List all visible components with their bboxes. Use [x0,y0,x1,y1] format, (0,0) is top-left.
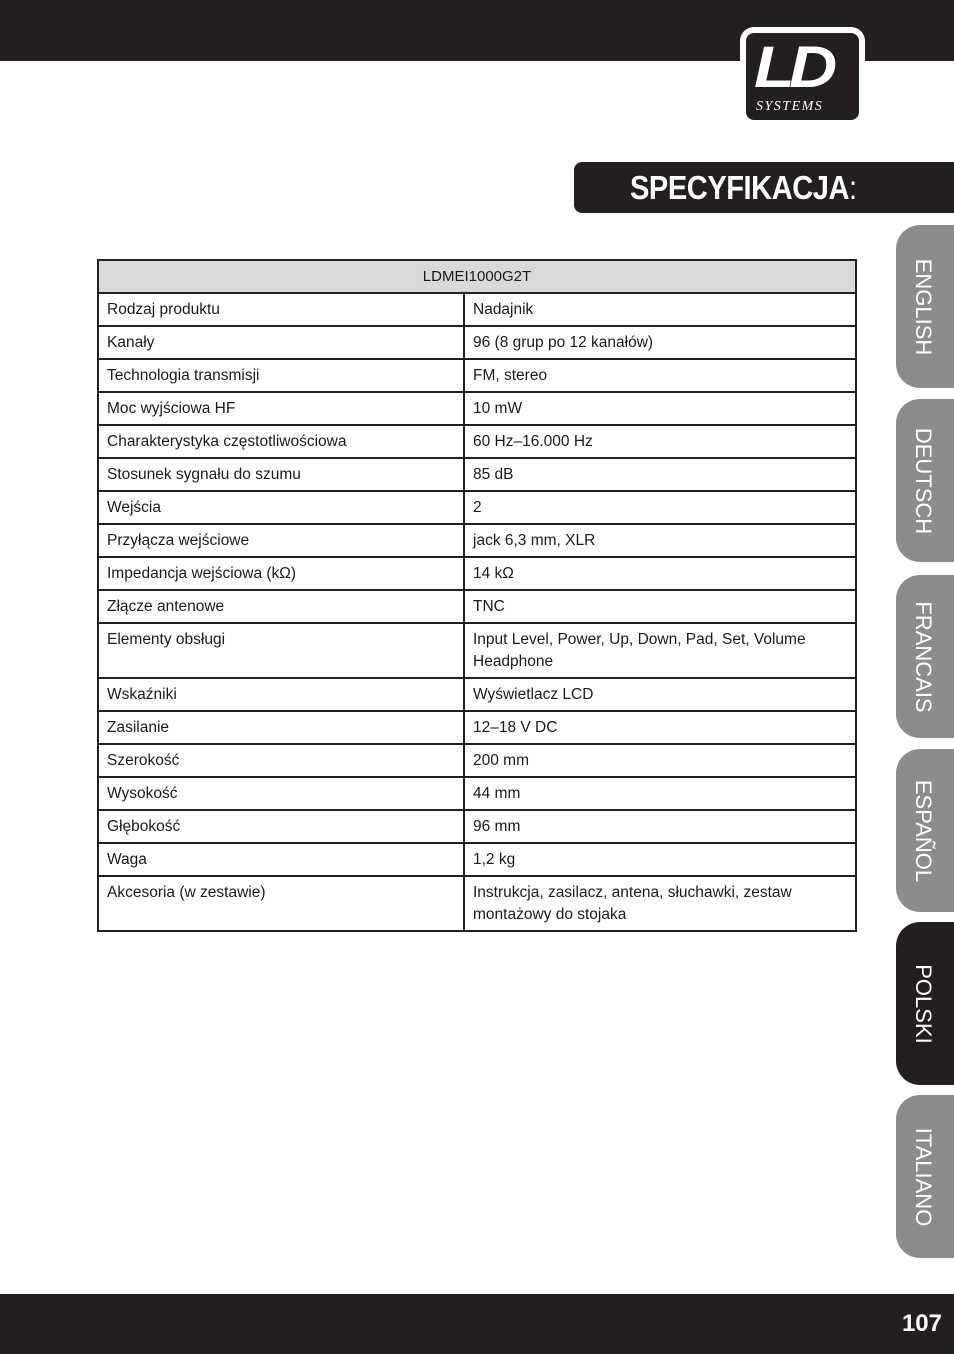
spec-label-cell: Głębokość [98,810,464,843]
spec-label-cell: Stosunek sygnału do szumu [98,458,464,491]
page-title [630,168,857,208]
spec-label-cell: Wskaźniki [98,678,464,711]
spec-label-cell: Impedancja wejściowa (kΩ) [98,557,464,590]
tab-polski[interactable] [896,922,954,1085]
spec-label-cell: Wejścia [98,491,464,524]
spec-label-cell: Waga [98,843,464,876]
spec-label-cell: Złącze antenowe [98,590,464,623]
table-row [98,326,856,359]
tab-label: ITALIANO [911,1127,936,1226]
table-row [98,392,856,425]
table-header-row [98,260,856,293]
spec-value-cell: 200 mm [464,744,856,777]
tab-francais[interactable] [896,575,954,738]
spec-value-cell: 1,2 kg [464,843,856,876]
page-number: 107 [901,1310,942,1337]
spec-label-cell: Zasilanie [98,711,464,744]
spec-value-cell: 96 (8 grup po 12 kanałów) [464,326,856,359]
tab-label: DEUTSCH [911,427,936,534]
page-title-text: SPECYFIKACJA [630,169,850,206]
spec-value-cell: TNC [464,590,856,623]
spec-value-cell: Nadajnik [464,293,856,326]
logo-ld-text: LD [754,35,832,100]
spec-value-cell: 2 [464,491,856,524]
table-row [98,876,856,931]
table-row [98,458,856,491]
spec-value-cell: 85 dB [464,458,856,491]
tab-espaol[interactable] [896,749,954,912]
spec-label-cell: Rodzaj produktu [98,293,464,326]
tab-english[interactable] [896,225,954,388]
spec-label-cell: Przyłącza wejściowe [98,524,464,557]
page-title-colon: : [849,169,857,206]
tab-label: POLSKI [911,963,936,1044]
spec-value-cell: 60 Hz–16.000 Hz [464,425,856,458]
tab-label: ENGLISH [911,258,936,355]
table-row [98,425,856,458]
tab-deutsch[interactable] [896,399,954,562]
table-row [98,843,856,876]
spec-label-cell: Moc wyjściowa HF [98,392,464,425]
spec-label-cell: Charakterystyka częstotliwościowa [98,425,464,458]
spec-value-cell: Input Level, Power, Up, Down, Pad, Set, Volume Headphone [464,623,856,678]
spec-label-cell: Technologia transmisji [98,359,464,392]
spec-value-cell: Wyświetlacz LCD [464,678,856,711]
bottom-bar [0,1294,954,1354]
spec-value-cell: 96 mm [464,810,856,843]
table-row [98,293,856,326]
ld-systems-logo [740,27,865,126]
spec-value-cell: jack 6,3 mm, XLR [464,524,856,557]
spec-label-cell: Szerokość [98,744,464,777]
table-row [98,711,856,744]
spec-value-cell: FM, stereo [464,359,856,392]
logo-systems-text: SYSTEMS [756,99,824,114]
table-row [98,557,856,590]
spec-label-cell: Elementy obsługi [98,623,464,678]
tab-italiano[interactable] [896,1095,954,1258]
table-row [98,810,856,843]
spec-value-cell: 10 mW [464,392,856,425]
spec-value-cell: Instrukcja, zasilacz, antena, słuchawki, zestaw montażowy do stojaka [464,876,856,931]
table-row [98,491,856,524]
table-row [98,777,856,810]
table-row [98,678,856,711]
table-row [98,590,856,623]
table-row [98,524,856,557]
spec-label-cell: Kanały [98,326,464,359]
spec-value-cell: 14 kΩ [464,557,856,590]
spec-label-cell: Wysokość [98,777,464,810]
model-header-cell: LDMEI1000G2T [98,260,856,293]
table-row [98,623,856,678]
spec-label-cell: Akcesoria (w zestawie) [98,876,464,931]
spec-table [97,259,857,932]
logo-badge [744,31,861,122]
tab-label: FRANCAIS [911,600,936,713]
table-row [98,744,856,777]
spec-value-cell: 44 mm [464,777,856,810]
table-row [98,359,856,392]
tab-label: ESPAÑOL [911,779,936,882]
spec-value-cell: 12–18 V DC [464,711,856,744]
